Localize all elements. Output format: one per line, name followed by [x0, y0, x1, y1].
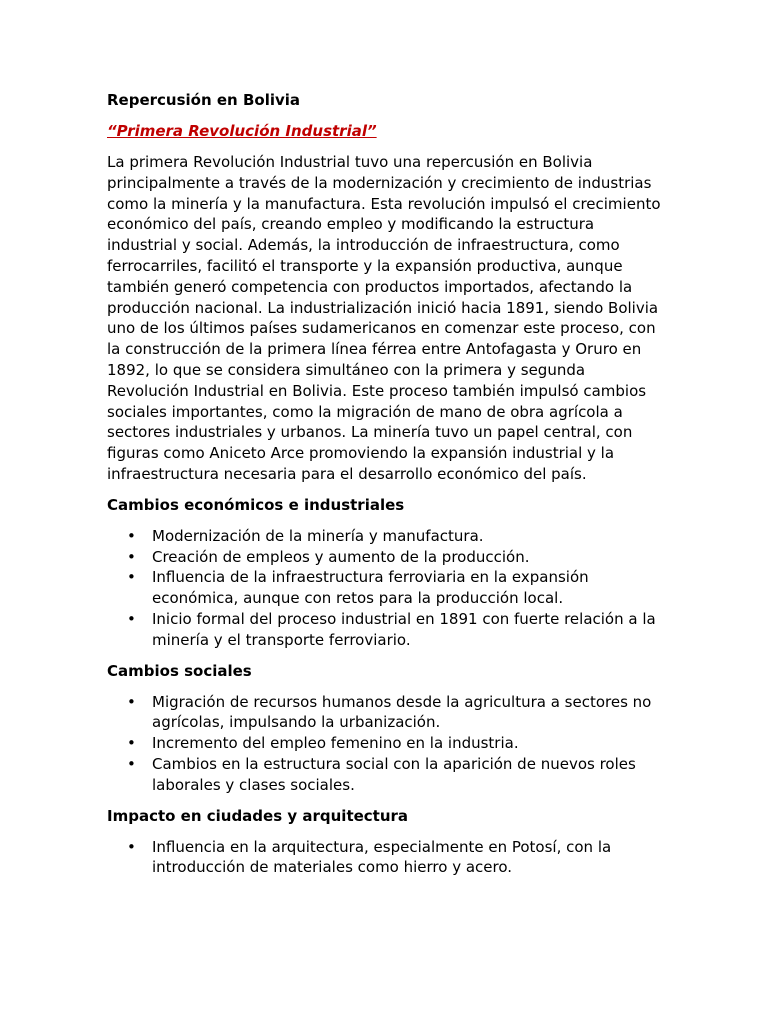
list-item	[107, 754, 668, 796]
intro-paragraph: La primera Revolución Industrial tuvo una repercusión en Bolivia principalmente a través de la modernización y crecimiento de industrias como la minería y la manufactura. Esta revolución impulsó el crecimiento económico del país, creando empleo y modificando la estructura industrial y social. Además, la introducción de infraestructura, como ferrocarriles, facilitó el transporte y la expansión productiva, aunque también generó competencia con productos importados, afectando la producción nacional. La industrialización inició hacia 1891, siendo Bolivia uno de los últimos países sudamericanos en comenzar este proceso, con la construcción de la primera línea férrea entre Antofagasta y Oruro en 1892, lo que se considera simultáneo con la primera y segunda Revolución Industrial en Bolivia. Este proceso también impulsó cambios sociales importantes, como la migración de mano de obra agrícola a sectores industriales y urbanos. La minería tuvo un papel central, con figuras como Aniceto Arce promoviendo la expansión industrial y la infraestructura necesaria para el desarrollo económico del país.	[107, 153, 661, 483]
section-cities	[107, 806, 668, 879]
bullet-list	[107, 692, 668, 796]
section-heading: Cambios económicos e industriales	[107, 495, 405, 514]
list-item-text: Creación de empleos y aumento de la producción.	[152, 547, 530, 566]
document-subtitle: “Primera Revolución Industrial”	[107, 122, 377, 140]
list-item-text: Migración de recursos humanos desde la agricultura a sectores no agrícolas, impulsando la urbanización.	[152, 692, 652, 732]
bullet-icon: •	[127, 692, 136, 711]
bullet-icon: •	[127, 754, 136, 773]
list-item	[107, 526, 668, 547]
list-item	[107, 609, 668, 651]
list-item-text: Influencia de la infraestructura ferroviaria en la expansión económica, aunque con retos para la producción local.	[152, 568, 589, 608]
bullet-icon: •	[127, 526, 136, 545]
bullet-icon: •	[127, 837, 136, 856]
list-item	[107, 692, 668, 734]
document-title: Repercusión en Bolivia	[107, 91, 301, 109]
section-heading: Cambios sociales	[107, 661, 252, 680]
bullet-icon: •	[127, 734, 136, 753]
list-item-text: Modernización de la minería y manufactura.	[152, 526, 484, 545]
list-item-text: Cambios en la estructura social con la aparición de nuevos roles laborales y clases sociales.	[152, 754, 636, 794]
list-item	[107, 567, 668, 609]
list-item	[107, 733, 668, 754]
bullet-icon: •	[127, 547, 136, 566]
bullet-icon: •	[127, 609, 136, 628]
bullet-list	[107, 526, 668, 651]
list-item-text: Influencia en la arquitectura, especialmente en Potosí, con la introducción de materiales como hierro y acero.	[152, 837, 612, 877]
section-economic	[107, 495, 668, 651]
list-item	[107, 837, 668, 879]
list-item-text: Incremento del empleo femenino en la industria.	[152, 734, 519, 753]
bullet-list	[107, 837, 668, 879]
list-item	[107, 547, 668, 568]
section-heading: Impacto en ciudades y arquitectura	[107, 806, 409, 825]
bullet-icon: •	[127, 568, 136, 587]
list-item-text: Inicio formal del proceso industrial en 1891 con fuerte relación a la minería y el transporte ferroviario.	[152, 609, 656, 649]
section-social	[107, 661, 668, 796]
